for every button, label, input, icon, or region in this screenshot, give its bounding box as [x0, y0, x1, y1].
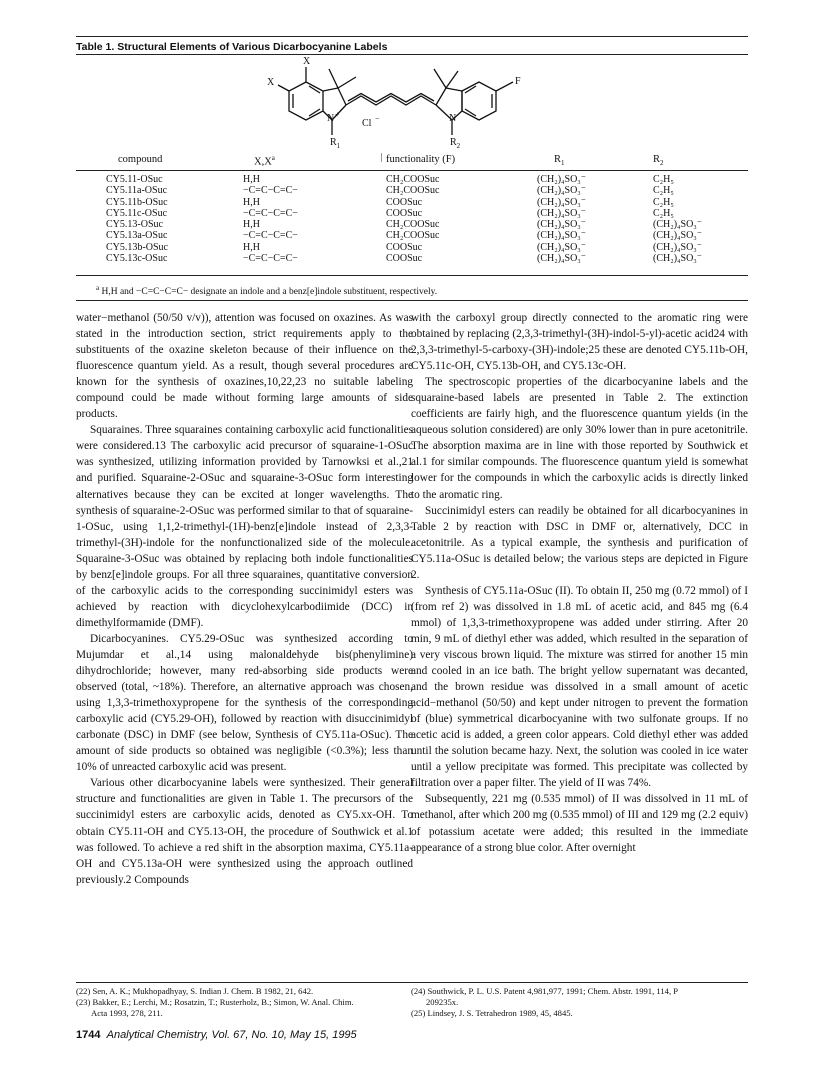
cell-r2: (CH₂)₄SO₃⁻: [653, 252, 703, 264]
header-r1: $R_1$: [554, 154, 565, 168]
paragraph: Subsequently, 221 mg (0.535 mmol) of II was dissolved in 11 mL of methanol, after which 200 mg (0.535 mmol) of III and 129 mg (2.2 equiv) of potassium acetate were added; this resulted in the immediate appearance of a strong blue color. After overnight: [411, 793, 748, 854]
cell-compound: CY5.13c-OSuc: [106, 252, 168, 264]
header-x-label: X,X: [254, 156, 272, 168]
cell-functionality: COOSuc: [386, 207, 423, 219]
reference-24: (24) Southwick, P. L. U.S. Patent 4,981,977, 1991; Chem. Abstr. 1991, 114, P: [411, 986, 679, 996]
cell-functionality: COOSuc: [386, 252, 423, 264]
cell-r2: C₂H₅: [653, 174, 674, 185]
structure-x-left: X: [267, 77, 275, 88]
references-left: [76, 986, 354, 1019]
journal-citation: Analytical Chemistry, Vol. 67, No. 10, May 15, 1995: [106, 1029, 357, 1041]
table-end-rule: [76, 300, 748, 301]
header-r1-letter: R: [554, 154, 562, 165]
table-footnote-text: H,H and −C=C−C=C− designate an indole and a benz[e]indole substituent, respectively.: [101, 287, 438, 298]
structure-r2-letter: R: [450, 137, 457, 148]
table-row: [0, 185, 820, 196]
paragraph: Squaraines. Three squaraines containing carboxylic acid functionalities were considered.13 The carboxylic acid precursor of squaraine-1-OSuc was synthesized, utilizing information provided by Tarnowksi et al.,21 and purified. Squaraine-2-OSuc and squaraine-3-OSuc form interesting alternatives because they can be excited at longer wavelengths. The synthesis of squaraine-2-OSuc was performed similar to that of squaraine-1-OSuc, using 1,1,2-trimethyl-(1H)-benz[e]indole instead of 2,3,3-trimethyl-(3H)-indole for the nonfunctionalized side of the molecule. Squaraine-3-OSuc was obtained by replacing both indole functionalities by benz[e]indole groups. For all three squaraines, quantitative conversion of the carboxylic acids to the corresponding succinimidyl esters was achieved by reaction with dicyclohexylcarbodiimide (DCC) in dimethylformamide (DMF).: [76, 424, 413, 629]
page-footer: [76, 1029, 357, 1041]
paragraph: Synthesis of CY5.11a-OSuc (II). To obtain II, 250 mg (0.72 mmol) of I (from ref 2) was dissolved in 1.8 mL of acetic acid, and 845 mg (6.4 mmol) of 1,3,3-trimethoxypropene was added under stirring. After 20 min, 9 mL of diethyl ether was added, which resulted in the separation of a very viscous brown liquid. The mixture was stirred for another 15 min and cooled in an ice bath. The bright yellow supernatant was decanted, and the brown residue was dissolved in a small amount of acetic acid−methanol (50/50) and kept under nitrogen to prevent the formation of (blue) symmetrical dicarbocyanine with two sulfonate groups. If no acetic acid is added, a green color appears. Cold diethyl ether was added until the solution became hazy. Next, the solution was cooled in ice water until a yellow precipitate was formed. This precipitate was collected by filtration over a paper filter. The yield of II was 74%.: [411, 584, 748, 790]
structure-counter-ion: Cl: [362, 118, 372, 129]
cell-r1: (CH₂)₄SO₃⁻: [537, 196, 587, 208]
paragraph: water−methanol (50/50 v/v)), attention was focused on oxazines. As was stated in the introduction section, strict requirements apply to the substituents of the oxazine skeleton because of their influence on the fluorescence quantum yield. As a result, though several procedures are known for the synthesis of oxazines,10,22,23 no suitable labeling compound could be made without forming large amounts of side products.: [76, 312, 413, 421]
header-rule: [76, 170, 748, 171]
cell-r2: C₂H₅: [653, 185, 674, 197]
left-column: [76, 310, 413, 888]
cell-functionality: COOSuc: [386, 241, 423, 253]
cell-r2: (CH₂)₄SO₃⁻: [653, 241, 703, 253]
cell-functionality: CH₂COOSuc: [386, 219, 440, 230]
structure-f: F: [515, 76, 521, 87]
structure-n-left: N: [327, 113, 335, 124]
cell-x: H,H: [243, 219, 260, 230]
cell-r2: (CH₂)₄SO₃⁻: [653, 219, 703, 230]
refs-rule-right: [411, 982, 748, 983]
structure-r2: $R_2$: [450, 137, 461, 150]
header-r2-letter: R: [653, 154, 661, 165]
cell-functionality: CH₂COOSuc: [386, 174, 440, 185]
cell-functionality: COOSuc: [386, 196, 423, 208]
cell-x: −C=C−C=C−: [243, 207, 298, 219]
table-row: [0, 208, 820, 219]
structure-n-left-charge: +: [335, 110, 340, 119]
table-row: [0, 197, 820, 208]
paragraph: with the carboxyl group directly connected to the aromatic ring were obtained by replacing (2,3,3-trimethyl-(3H)-indol-5-yl)-acetic acid24 with 2,3,3-trimethyl-5-carboxy-(3H)-indole;25 these are denoted CY5.11b-OH, CY5.11c-OH, CY5.13b-OH, and CY5.13c-OH.: [411, 312, 748, 373]
right-column: [411, 310, 748, 856]
header-compound: compound: [118, 154, 163, 165]
structure-counter-ion-charge: −: [375, 114, 380, 123]
structure-x-top: X: [303, 56, 311, 67]
cell-compound: CY5.11-OSuc: [106, 174, 163, 185]
table-row: [0, 219, 820, 230]
reference-23-cont: Acta 1993, 278, 211.: [91, 1008, 163, 1018]
cell-x: −C=C−C=C−: [243, 230, 298, 242]
references-right: [411, 986, 678, 1019]
cell-x: H,H: [243, 241, 260, 253]
table-body: [0, 174, 820, 274]
cell-r1: (CH₂)₄SO₃⁻: [537, 230, 587, 242]
refs-rule-left: [76, 982, 412, 983]
table-row: [0, 174, 820, 185]
structure-r1-letter: R: [330, 137, 337, 148]
table-row: [0, 230, 820, 241]
table-row: [0, 242, 820, 253]
reference-22: (22) Sen, A. K.; Mukhopadhyay, S. Indian J. Chem. B 1982, 21, 642.: [76, 986, 314, 996]
dicarbocyanine-structure: [258, 55, 558, 147]
cell-x: H,H: [243, 174, 260, 185]
cell-r1: (CH₂)₄SO₃⁻: [537, 252, 587, 264]
cell-compound: CY5.13b-OSuc: [106, 241, 168, 253]
cell-r2: C₂H₅: [653, 196, 674, 208]
cell-compound: CY5.13a-OSuc: [106, 230, 168, 242]
cell-compound: CY5.11c-OSuc: [106, 207, 168, 219]
header-functionality: functionality (F): [386, 154, 456, 165]
page-number: 1744: [76, 1029, 101, 1041]
reference-24-cont: 209235x.: [426, 997, 459, 1007]
cell-compound: CY5.11a-OSuc: [106, 185, 168, 197]
paragraph: The spectroscopic properties of the dicarbocyanine labels and the squaraine-based labels are presented in Table 2. The extinction coefficients are fairly high, and the fluorescence quantum yields (in the aqueous solution considered) are only 30% lower than in pure acetonitrile. The absorption maxima are in line with those reported by Southwick et al.1 for similar compounds. The fluorescence quantum yield is somewhat lower for the compounds in which the carboxylic acids is directly linked to the aromatic ring.: [411, 376, 748, 501]
cell-x: −C=C−C=C−: [243, 252, 298, 264]
paragraph: Succinimidyl esters can readily be obtained for all dicarbocyanines in Table 2 by reaction with DSC in DMF or, alternatively, DCC in acetonitrile. As a typical example, the synthesis and purification of CY5.11a-OSuc is detailed below; the various steps are depicted in Figure 2.: [411, 504, 748, 581]
table-title: Table 1. Structural Elements of Various Dicarbocyanine Labels: [76, 41, 388, 53]
cell-r1: (CH₂)₄SO₃⁻: [537, 219, 587, 230]
header-x: $X,X^a$: [254, 154, 275, 168]
header-divider-tick: [381, 153, 382, 162]
table-row: [0, 253, 820, 264]
table-bottom-rule: [76, 275, 748, 276]
structure-r1: $R_1$: [330, 137, 341, 150]
cell-r1: (CH₂)₄SO₃⁻: [537, 207, 587, 219]
paragraph: Dicarbocyanines. CY5.29-OSuc was synthesized according to Mujumdar et al.,14 using malonaldehyde bis(phenylimine) dihydrochloride; however, many red-absorbing side products were observed (total, ~18%). Therefore, an alternative approach was chosen, using 1,3,3-trimethoxypropene for the synthesis of the corresponding carboxylic acid (CY5.29-OH), followed by reaction with disuccinimidyl carbonate (DSC) in DMF (see below, Synthesis of CY5.11a-OSuc). The amount of side products so obtained was negligible (<0.3%); less than 10% of unreacted carboxylic acid was present.: [76, 632, 413, 774]
cell-compound: CY5.11b-OSuc: [106, 196, 168, 208]
paragraph: Various other dicarbocyanine labels were synthesized. Their general structure and functionalities are given in Table 1. The precursors of the succinimidyl esters are carboxylic acids, denoted as CY5.xx-OH. To obtain CY5.11-OH and CY5.13-OH, the procedure of Southwick et al.1 was followed. To achieve a red shift in the absorption maxima, CY5.11a-OH and CY5.13a-OH were synthesized using the approach outlined previously.2 Compounds: [76, 777, 413, 886]
table-top-rule: [76, 36, 748, 37]
header-r2: $R_2$: [653, 154, 664, 168]
table-footnote: $^a$ H,H and −C=C−C=C− designate an indole and a benz[e]indole substituent, respectively.: [96, 284, 438, 298]
cell-x: −C=C−C=C−: [243, 185, 298, 197]
cell-x: H,H: [243, 196, 260, 208]
cell-r2: C₂H₅: [653, 207, 674, 219]
cell-r1: (CH₂)₄SO₃⁻: [537, 241, 587, 253]
cell-functionality: CH₂COOSuc: [386, 230, 440, 242]
cell-r2: (CH₂)₄SO₃⁻: [653, 230, 703, 242]
cell-functionality: CH₂COOSuc: [386, 185, 440, 197]
reference-23: (23) Bakker, E.; Lerchi, M.; Rosatzin, T.; Rusterholz, B.; Simon, W. Anal. Chim.: [76, 997, 354, 1007]
structure-n-right: N: [449, 113, 457, 124]
cell-compound: CY5.13-OSuc: [106, 219, 163, 230]
cell-r1: (CH₂)₄SO₃⁻: [537, 185, 587, 197]
reference-25: (25) Lindsey, J. S. Tetrahedron 1989, 45, 4845.: [411, 1008, 573, 1018]
cell-r1: (CH₂)₄SO₃⁻: [537, 174, 587, 185]
